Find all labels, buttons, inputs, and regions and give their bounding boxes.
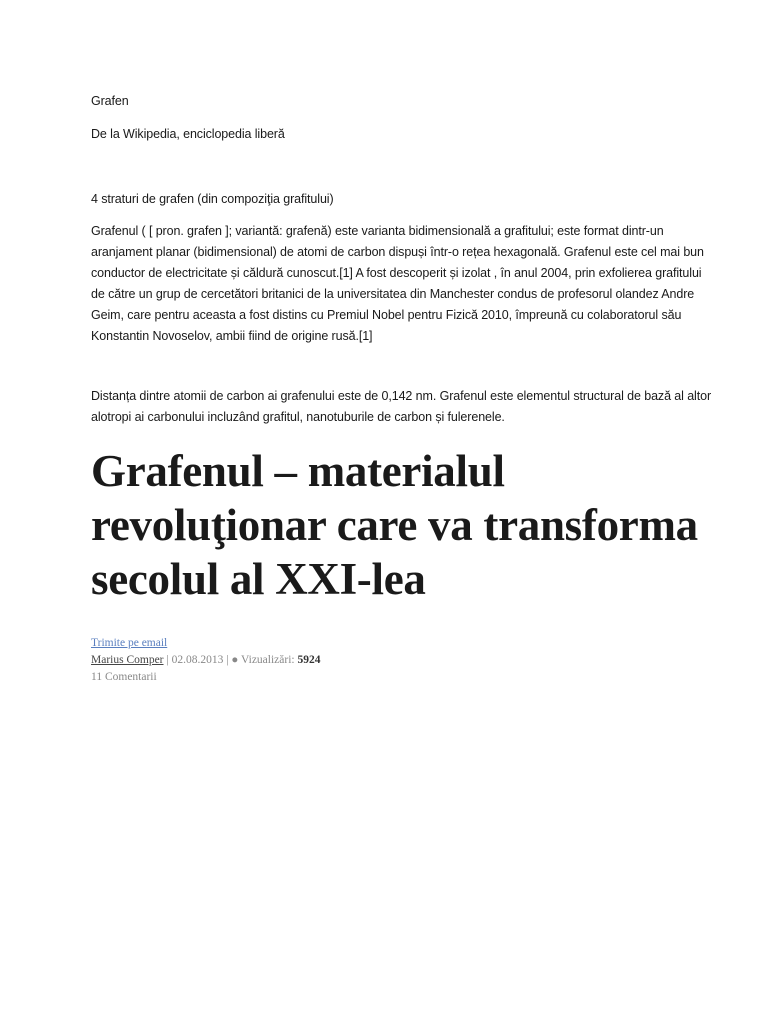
views-label: ● Vizualizări:	[231, 654, 295, 666]
byline-separator: |	[166, 654, 169, 666]
email-share-link[interactable]: Trimite pe email	[91, 637, 168, 649]
publish-date: 02.08.2013	[171, 654, 224, 666]
comments-count[interactable]: 11 Comentarii	[91, 671, 157, 683]
image-caption: 4 straturi de grafen (din compoziţia grafitului)	[91, 192, 334, 206]
article-title: Grafen	[91, 94, 129, 108]
byline	[91, 652, 320, 669]
author-link[interactable]: Marius Comper	[91, 654, 164, 666]
article-paragraph-2: Distanța dintre atomii de carbon ai grafenului este de 0,142 nm. Grafenul este elementul structural de bază al altor alotropi ai carbonului incluzând grafitul, nanotuburile de carbon și fulerenele.	[91, 389, 712, 424]
article-paragraph-1: Grafenul ( [ pron. grafen ]; variantă: grafenă) este varianta bidimensională a grafitului; este format dintr-un aranjament planar (bidimensional) de atomi de carbon dispuși într-o rețea hexagonală. Grafenul este cel mai bun conductor de electricitate și căldură cunoscut.[1] A fost descoperit și izolat , în anul 2004, prin exfolierea grafitului de către un grup de cercetători britanici de la universitatea din Manchester condus de profesorul olandez Andre Geim, care pentru aceasta a fost distins cu Premiul Nobel pentru Fizică 2010, împreună cu colaboratorul său Konstantin Novoselov, ambii fiind de origine rusă.[1]	[91, 224, 704, 343]
byline-separator: |	[226, 654, 229, 666]
article-subtitle: De la Wikipedia, enciclopedia liberă	[91, 127, 285, 141]
views-count: 5924	[297, 654, 321, 666]
news-headline: Grafenul – materialul revoluţionar care va transforma secolul al XXI-lea	[91, 446, 698, 604]
